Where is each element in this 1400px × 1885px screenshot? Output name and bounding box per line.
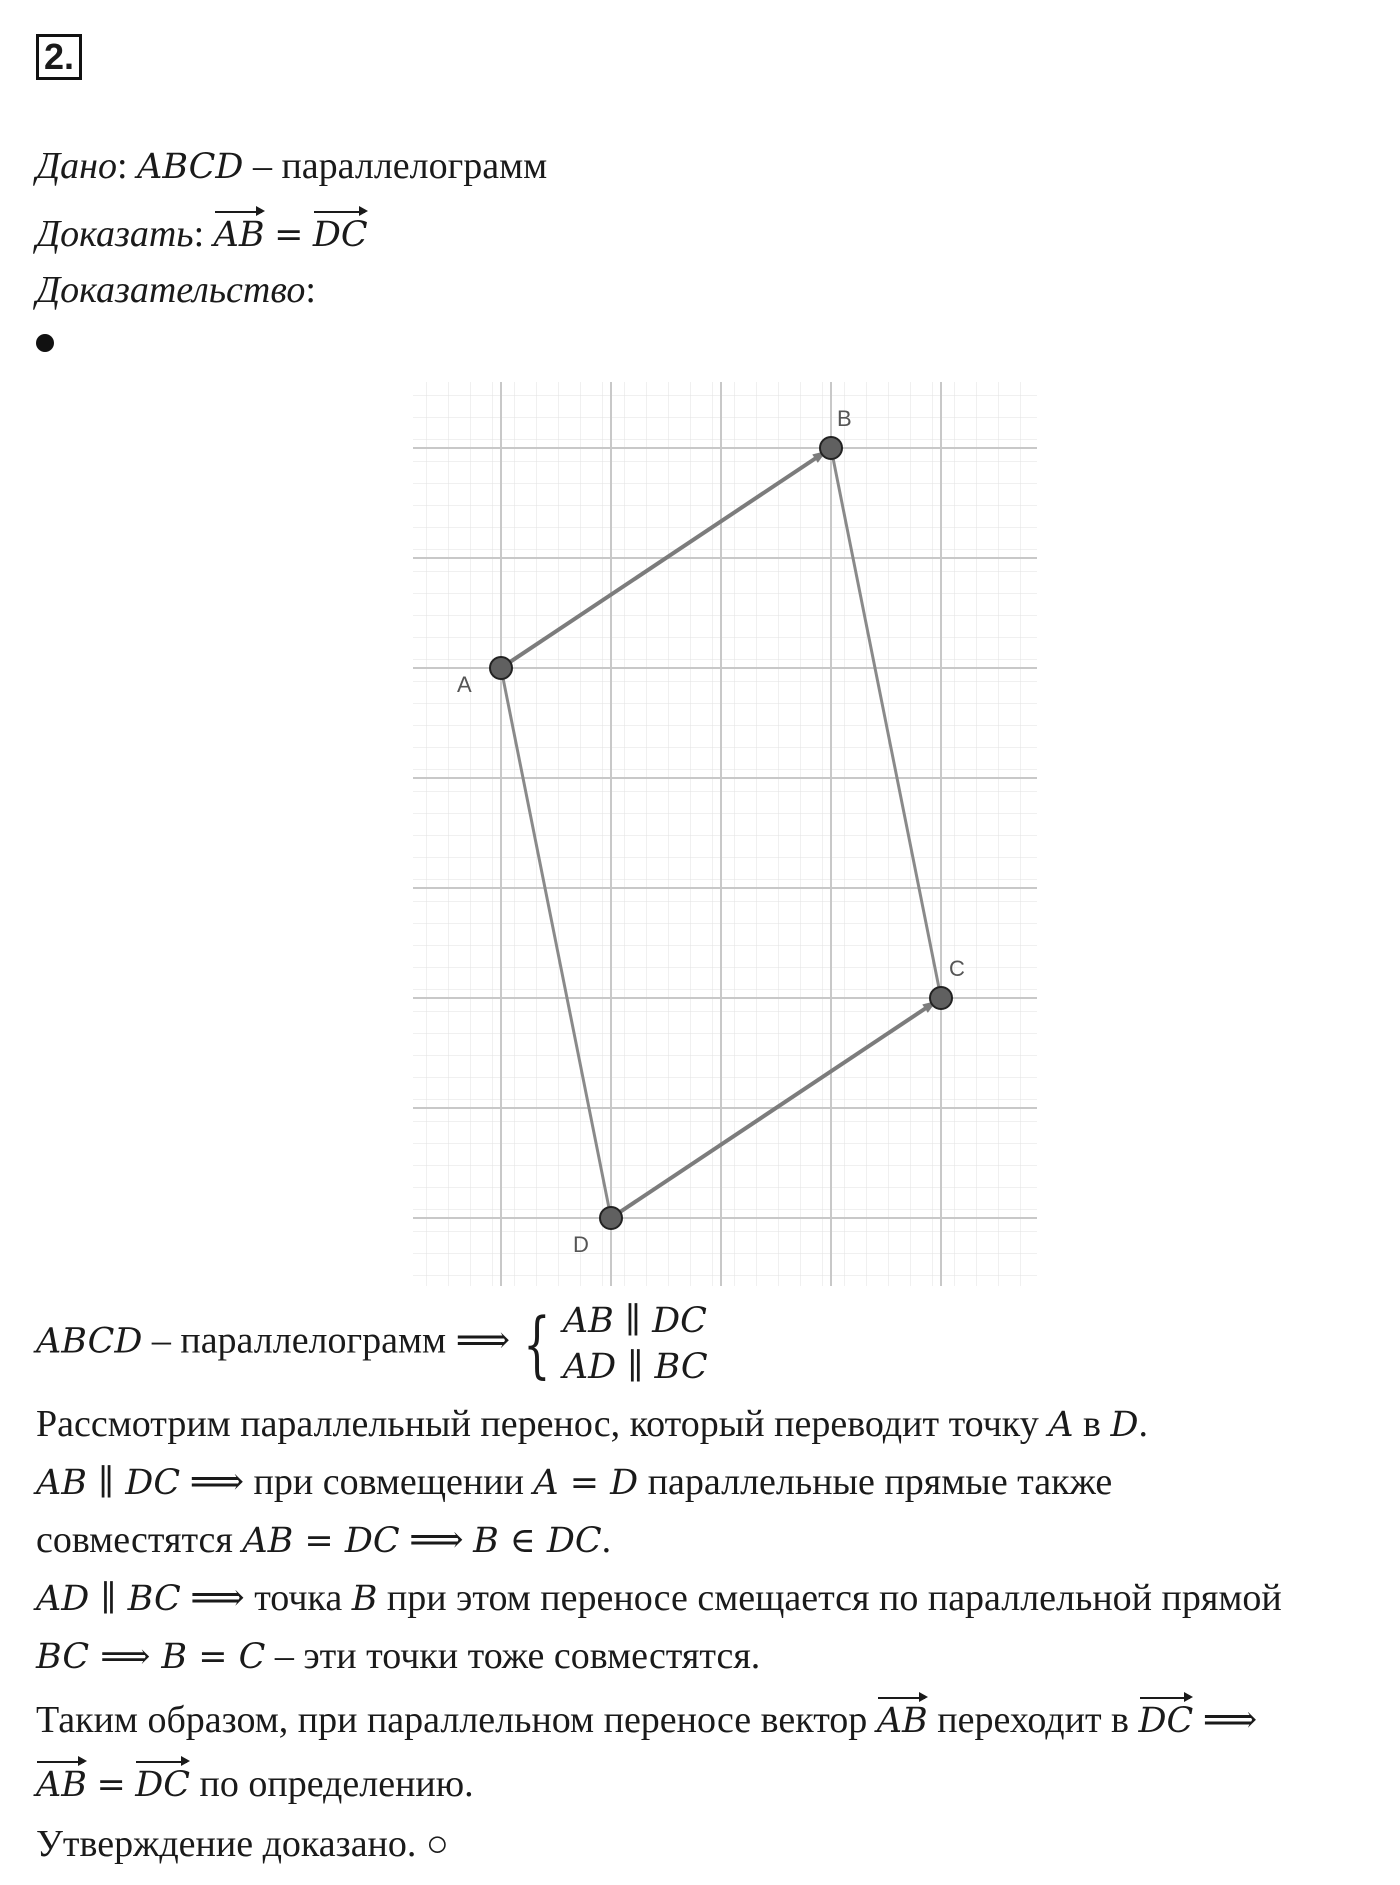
parallelogram-figure xyxy=(405,374,1045,1294)
point-b xyxy=(820,437,842,459)
line-8: AB = DC по определению. xyxy=(36,1763,474,1805)
line-9: Утверждение доказано. ○ xyxy=(36,1823,449,1865)
vector-ab: AB xyxy=(213,215,265,255)
prove-label: Доказать xyxy=(36,213,194,255)
point-a xyxy=(490,657,512,679)
given-figure: ABCD xyxy=(137,147,244,187)
line-3: AB ∥ DC ⟹ при совмещении A = D параллельные прямые также xyxy=(36,1461,1113,1503)
problem-number: 2. xyxy=(36,34,82,80)
bullet-icon xyxy=(36,334,54,352)
vector-dc: DC xyxy=(312,215,368,255)
given-line: Дано: ABCD – параллелограмм xyxy=(36,145,548,187)
line-2: Рассмотрим параллельный перенос, который переводит точку A в D. xyxy=(36,1403,1148,1445)
label-c: C xyxy=(949,956,965,981)
line-4: совместятся AB = DC ⟹ B ∈ DC. xyxy=(36,1519,612,1561)
left-brace: { xyxy=(522,1302,551,1386)
condition-system: AB ∥ DC AD ∥ BC xyxy=(562,1301,708,1387)
label-d: D xyxy=(573,1232,589,1257)
proof-label-line: Доказательство: xyxy=(36,269,316,311)
label-b: B xyxy=(837,406,852,431)
label-a: A xyxy=(457,672,472,697)
line-1: ABCD – параллелограмм ⟹ { AB ∥ DC AD ∥ BC xyxy=(36,1298,708,1390)
given-rest: – параллелограмм xyxy=(252,145,548,187)
point-d xyxy=(600,1207,622,1229)
line-7: Таким образом, при параллельном переносе вектор AB переходит в DC ⟹ xyxy=(36,1699,1258,1741)
given-label: Дано xyxy=(36,145,118,187)
line-5: AD ∥ BC ⟹ точка B при этом переносе смещается по параллельной прямой xyxy=(36,1577,1282,1619)
proof-label: Доказательство xyxy=(36,269,306,311)
line-6: BC ⟹ B = C – эти точки тоже совместятся. xyxy=(36,1635,761,1677)
prove-line: Доказать: AB = DC xyxy=(36,213,368,255)
point-c xyxy=(930,987,952,1009)
